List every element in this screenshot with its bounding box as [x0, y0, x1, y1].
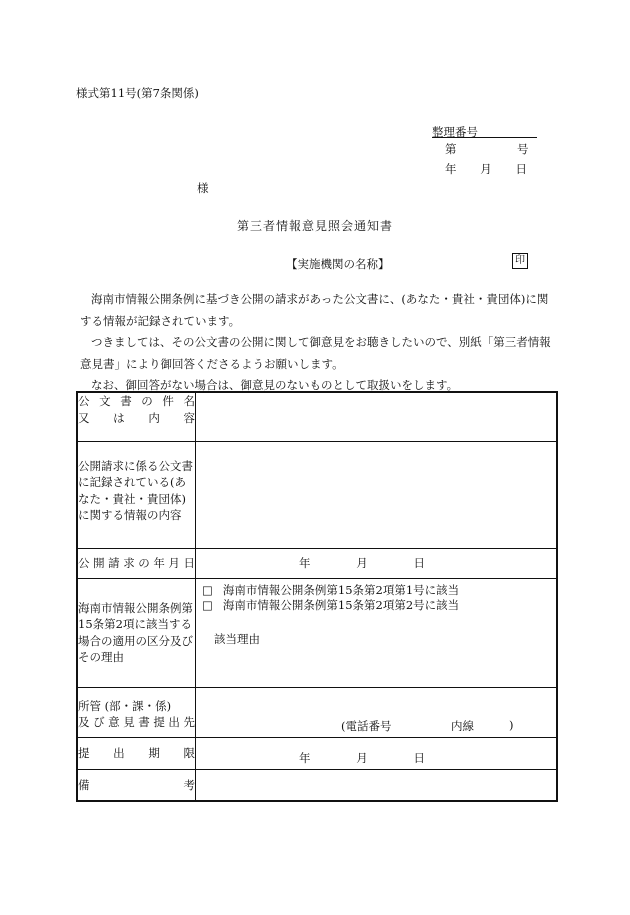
deadline-year: 年 — [299, 750, 311, 765]
table-row-info-content — [77, 441, 557, 548]
deadline-label: 提 出 期 限 — [77, 737, 196, 769]
phone-close-paren: ) — [509, 717, 514, 732]
document-name-value[interactable] — [196, 392, 558, 441]
document-name-label-line2: 又 は 内 容 — [78, 410, 195, 425]
department-label — [77, 687, 196, 737]
deadline-day: 日 — [413, 750, 425, 765]
category-option-1-label: 海南市情報公開条例第15条第2項第1号に該当 — [222, 582, 460, 597]
request-date-value[interactable] — [196, 548, 558, 578]
info-content-label: 公開請求に係る公文書に記録されている(あなた・貴社・貴団体)に関する情報の内容 — [77, 441, 196, 548]
reference-number-label: 整理番号 — [432, 125, 478, 139]
checkbox-icon[interactable]: □ — [202, 597, 213, 612]
deadline-value[interactable] — [196, 737, 558, 769]
issue-date-day: 日 — [515, 162, 527, 176]
reference-number-underline — [432, 137, 537, 138]
remarks-value[interactable] — [196, 769, 558, 801]
issue-date-year: 年 — [445, 162, 457, 176]
deadline-month: 月 — [356, 750, 368, 765]
checkbox-icon[interactable]: □ — [202, 582, 213, 597]
organization-name: 【実施機関の名称】 — [286, 257, 390, 271]
applicable-category-value — [196, 578, 558, 687]
request-date-month: 月 — [356, 556, 368, 570]
department-label-line1: 所管 (部・課・係) — [78, 698, 172, 713]
body-paragraph-2: つきましては、その公文書の公開に関して御意見をお聴きしたいので、別紙「第三者情報意見書」により御回答くださるようお願いします。 — [80, 335, 551, 371]
request-date-year: 年 — [299, 556, 311, 570]
addressee-suffix: 様 — [197, 181, 209, 195]
document-name-label — [77, 392, 196, 441]
remarks-label: 備 考 — [77, 769, 196, 801]
category-option-1[interactable] — [202, 583, 556, 598]
table-row-department — [77, 687, 557, 737]
reason-label: 該当理由 — [214, 631, 260, 646]
phone-line — [341, 718, 556, 734]
table-row-applicable-category — [77, 578, 557, 687]
document-title: 第三者情報意見照会通知書 — [236, 219, 393, 233]
body-paragraph-1: 海南市情報公開条例に基づき公開の請求があった公文書に、(あなた・貴社・貴団体)に関する情報が記録されています。 — [80, 292, 549, 328]
seal-stamp: 印 — [512, 253, 528, 269]
reference-number-prefix: 第 — [445, 142, 457, 156]
table-row-request-date — [77, 548, 557, 578]
info-content-value[interactable] — [196, 441, 558, 548]
department-label-line2: 及 び 意 見 書 提 出 先 — [78, 715, 195, 729]
category-option-2-label: 海南市情報公開条例第15条第2項第2号に該当 — [222, 597, 460, 612]
applicable-category-label: 海南市情報公開条例第15条第2項に該当する場合の適用の区分及びその理由 — [77, 578, 196, 687]
table-row-document-name — [77, 392, 557, 441]
document-name-label-line1: 公 文 書 の 件 名 — [78, 394, 195, 408]
body-text — [80, 289, 554, 397]
table-row-deadline — [77, 737, 557, 769]
info-table — [76, 391, 558, 802]
issue-date — [445, 161, 527, 177]
request-date-label: 公 開 請 求 の 年 月 日 — [77, 548, 196, 578]
table-row-remarks — [77, 769, 557, 801]
issue-date-month: 月 — [480, 162, 492, 176]
phone-number-label: (電話番号 — [341, 718, 392, 733]
category-option-2[interactable] — [202, 598, 556, 613]
extension-label: 内線 — [451, 718, 474, 733]
request-date-day: 日 — [413, 556, 425, 570]
reference-number-suffix: 号 — [517, 142, 529, 156]
department-value[interactable] — [196, 687, 558, 737]
body-paragraph-3: なお、御回答がない場合は、御意見のないものとして取扱いをします。 — [91, 378, 459, 392]
form-number: 様式第11号(第7条関係) — [76, 86, 199, 100]
